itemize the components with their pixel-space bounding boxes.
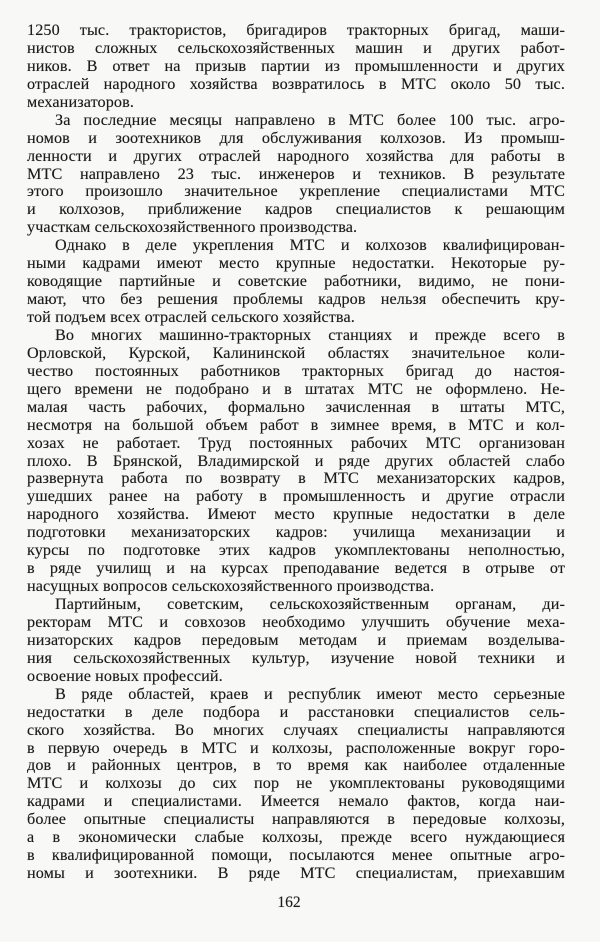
text-line: несмотря на большой объем работ в зимнее время, в МТС и кол- bbox=[27, 416, 565, 434]
text-line: народного хозяйства. Имеют место крупные недостатки в деле bbox=[27, 506, 565, 524]
text-line: В ряде областей, краев и республик имеют место серьезные bbox=[55, 685, 565, 703]
text-line: дов и районных центров, в то время как наиболее отдаленные bbox=[27, 757, 565, 775]
text-line: МТС направлено 23 тыс. инженеров и техников. В результате bbox=[27, 165, 565, 183]
text-line: ководящие партийные и советские работники, видимо, не пони- bbox=[27, 273, 565, 291]
text-line: номы и зоотехники. В ряде МТС специалистам, приехавшим bbox=[27, 865, 565, 883]
text-line: Партийным, советским, сельскохозяйственным органам, ди- bbox=[55, 596, 565, 613]
text-line: Во многих машинно-тракторных станциях и прежде всего в bbox=[55, 326, 565, 344]
text-line: насущных вопросов сельскохозяйственного производства. bbox=[27, 578, 435, 596]
page-number: 162 bbox=[277, 894, 301, 911]
text-line: 1250 тыс. трактористов, бригадиров тракторных бригад, маши- bbox=[27, 22, 565, 39]
text-block bbox=[27, 22, 565, 883]
text-line: той подъем всех отраслей сельского хозяйства. bbox=[27, 309, 355, 326]
text-line: нистов сложных сельскохозяйственных машин и других работ- bbox=[27, 39, 565, 57]
text-line: ленности и других отраслей народного хозяйства для работы в bbox=[27, 147, 565, 165]
text-line: развернута работа по возврату в МТС механизаторских кадров, bbox=[27, 470, 565, 488]
text-line: номов и зоотехников для обслуживания колхозов. Из промыш- bbox=[27, 129, 565, 147]
text-line: этого произошло значительное укрепление специалистами МТС bbox=[27, 183, 565, 201]
text-line: в ряде училищ и на курсах преподавание ведется в отрыве от bbox=[27, 560, 565, 578]
text-line: мают, что без решения проблемы кадров нельзя обеспечить кру- bbox=[27, 291, 565, 309]
text-line: в квалифицированной помощи, посылаются менее опытные агро- bbox=[27, 847, 565, 865]
text-line: ными кадрами имеют место крупные недостатки. Некоторые ру- bbox=[27, 255, 565, 273]
text-line: подготовки механизаторских кадров: училища механизации и bbox=[27, 524, 565, 542]
text-line: Однако в деле укрепления МТС и колхозов квалифицирован- bbox=[55, 237, 565, 255]
text-line: а в экономически слабые колхозы, прежде всего нуждающиеся bbox=[27, 829, 565, 847]
text-line: щего времени не подобрано и в штатах МТС не оформлено. Не- bbox=[27, 380, 565, 398]
text-line: кадрами и специалистами. Имеется немало фактов, когда наи- bbox=[27, 793, 565, 811]
text-line: недостатки в деле подбора и расстановки специалистов сель- bbox=[27, 703, 565, 721]
text-line: отраслей народного хозяйства возвратилось в МТС около 50 тыс. bbox=[27, 75, 565, 93]
text-line: ушедших ранее на работу в промышленность и другие отрасли bbox=[27, 488, 565, 506]
text-line: ского хозяйства. Во многих случаях специалисты направляются bbox=[27, 721, 565, 739]
text-line: За последние месяцы направлено в МТС более 100 тыс. агро- bbox=[55, 111, 565, 129]
text-line: чество постоянных работников тракторных бригад до настоя- bbox=[27, 362, 565, 380]
text-line: механизаторов. bbox=[27, 93, 134, 111]
text-line: в первую очередь в МТС и колхозы, расположенные вокруг горо- bbox=[27, 739, 565, 757]
text-line: ния сельскохозяйственных культур, изучение новой техники и bbox=[27, 649, 565, 667]
text-line: участкам сельскохозяйственного производства. bbox=[27, 219, 358, 237]
text-line: и колхозов, приближение кадров специалистов к решающим bbox=[27, 201, 565, 219]
text-line: малая часть рабочих, формально зачисленная в штаты МТС, bbox=[27, 398, 565, 416]
text-line: ников. В ответ на призыв партии из промышленности и других bbox=[27, 57, 565, 75]
text-line: курсы по подготовке этих кадров укомплектованы неполностью, bbox=[27, 542, 565, 560]
text-line: ректорам МТС и совхозов необходимо улучшить обучение меха- bbox=[27, 613, 565, 631]
text-line: хозах не работает. Труд постоянных рабочих МТС организован bbox=[27, 434, 565, 452]
text-line: более опытные специалисты направляются в передовые колхозы, bbox=[27, 811, 565, 829]
text-line: низаторских кадров передовым методам и приемам возделыва- bbox=[27, 631, 565, 649]
text-line: плохо. В Брянской, Владимирской и ряде других областей слабо bbox=[27, 452, 565, 470]
text-line: МТС и колхозы до сих пор не укомплектованы руководящими bbox=[27, 775, 565, 793]
text-line: Орловской, Курской, Калининской областях значительное коли- bbox=[27, 344, 565, 362]
text-line: освоение новых профессий. bbox=[27, 667, 223, 685]
